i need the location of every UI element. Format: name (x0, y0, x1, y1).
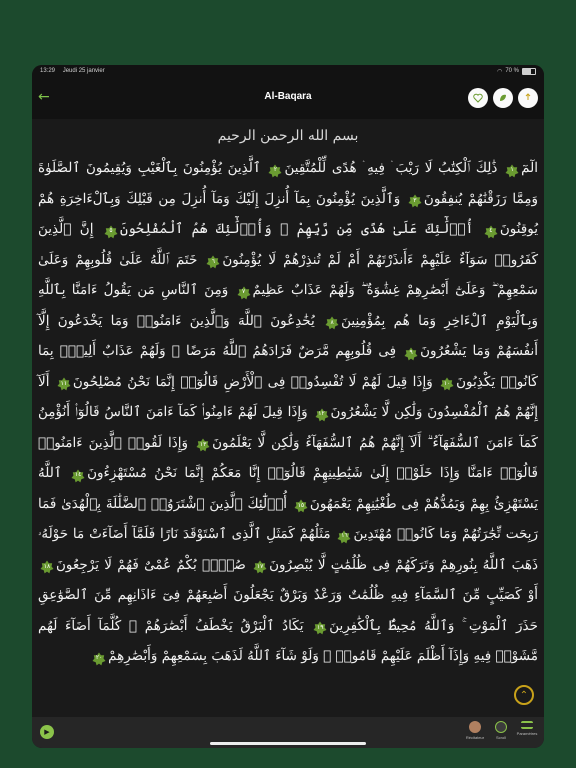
verse-number-marker (71, 469, 85, 483)
verse-number-marker (325, 316, 339, 330)
verse-number: ١٧ (256, 562, 264, 570)
verse-number-marker (315, 408, 329, 422)
quran-text-area[interactable] (32, 119, 544, 717)
verse-number-marker (294, 499, 308, 513)
verse-text[interactable]: الٓمٓ (521, 160, 538, 176)
verse-text[interactable]: أَوْ كَصَيِّبٍ مِّنَ ٱلسَّمَآءِ فِيهِ ظُلُمَٰتٌ وَرَعْدٌ وَبَرْقٌ يَجْعَلُونَ أَصَٰبِعَهُمْ فِىٓ ءَاذَانِهِم مِّنَ ٱلصَّوَٰعِقِ حَذَرَ ٱلْمَوْتِ ۚ وَٱللَّهُ مُحِيطٌۢ بِٱلْكَٰفِرِينَ (38, 587, 538, 634)
verse-text[interactable]: وَإِذَا لَقُوا۟ ٱلَّذِينَ ءَامَنُوا۟ قَالُوٓا۟ ءَامَنَّا وَإِذَا خَلَوْا۟ إِلَىٰ شَيَٰطِينِهِمْ قَالُوٓا۟ إِنَّا مَعَكُمْ إِنَّمَا نَحْنُ مُسْتَهْزِءُونَ (38, 434, 538, 481)
share-icon (523, 93, 533, 103)
verse-text[interactable]: أُو۟لَٰٓئِكَ عَلَىٰ هُدًى مِّن رَّبِّهِمْ ۖ وَأُو۟لَٰٓئِكَ هُمُ ٱلْمُفْلِحُونَ (119, 221, 474, 237)
verse-number: ٣ (413, 196, 417, 204)
back-arrow-icon[interactable]: ← (38, 89, 50, 105)
scroll-up-button[interactable] (514, 685, 534, 705)
wifi-icon: ◠ (497, 68, 503, 75)
verse-number: ٢٠ (95, 654, 103, 662)
verse-number: ١٠ (443, 379, 451, 387)
verse-text[interactable]: يَكَادُ ٱلْبَرْقُ يَخْطَفُ أَبْصَٰرَهُمْ ۖ كُلَّمَآ أَضَآءَ لَهُم مَّشَوْا۟ فِيهِ وَإِذَآ أَظْلَمَ عَلَيْهِمْ قَامُوا۟ ۚ وَلَوْ شَآءَ ٱللَّهُ لَذَهَبَ بِسَمْعِهِمْ وَأَبْصَٰرِهِمْ (38, 617, 538, 664)
verse-number-marker (40, 560, 54, 574)
verse-number: ٦ (211, 257, 216, 265)
basmala: بسم الله الرحمن الرحيم (217, 128, 359, 144)
verse-number: ٥ (109, 227, 113, 235)
verse-text[interactable]: وَإِذَا قِيلَ لَهُمْ لَا تُفْسِدُوا۟ فِى ٱلْأَرْضِ قَالُوٓا۟ إِنَّمَا نَحْنُ مُصْلِحُونَ (72, 373, 433, 390)
favorite-button[interactable] (468, 88, 488, 108)
verse-number-marker (313, 621, 327, 635)
home-indicator (210, 742, 366, 745)
verse-text[interactable]: خَتَمَ ٱللَّهُ عَلَىٰ قُلُوبِهِمْ وَعَلَىٰ سَمْعِهِمْ ۖ وَعَلَىٰٓ أَبْصَٰرِهِمْ غِشَٰوَةٌ ۖ وَلَهُمْ عَذَابٌ عَظِيمٌ (38, 251, 538, 298)
play-button[interactable] (40, 725, 54, 739)
heart-icon (473, 93, 483, 103)
battery-icon (522, 68, 536, 75)
verse-number-marker (237, 286, 251, 300)
verse-number: ٩ (409, 349, 413, 357)
verse-text[interactable]: صُمٌّۢ بُكْمٌ عُمْىٌ فَهُمْ لَا يَرْجِعُونَ (56, 556, 246, 573)
verse-number-marker (404, 347, 418, 361)
verse-text[interactable]: وَٱلَّذِينَ يُؤْمِنُونَ بِمَآ أُنزِلَ إِلَيْكَ وَمَآ أُنزِلَ مِن قَبْلِكَ وَبِٱلْءَاخِرَةِ هُمْ يُوقِنُونَ (38, 190, 538, 237)
tab-scroll[interactable] (488, 721, 514, 740)
status-time: 13:29 (40, 68, 56, 74)
verse-number-marker (268, 164, 282, 178)
verse-number: ١٨ (43, 562, 51, 570)
tab-settings-label: Paramètres (516, 731, 538, 736)
verse-text[interactable]: وَإِذَا قِيلَ لَهُمْ ءَامِنُوا۟ كَمَآ ءَامَنَ ٱلنَّاسُ قَالُوٓا۟ أَنُؤْمِنُ كَمَآ ءَامَنَ ٱلسُّفَهَآءُ ۗ أَلَآ إِنَّهُمْ هُمُ ٱلسُّفَهَآءُ وَلَٰكِن لَّا يَعْلَمُونَ (38, 404, 538, 451)
share-button[interactable] (518, 88, 538, 108)
verse-number: ٨ (330, 318, 334, 326)
verse-number: ١٥ (297, 501, 305, 509)
tab-settings[interactable] (514, 721, 540, 736)
verse-text[interactable]: وَمِنَ ٱلنَّاسِ مَن يَقُولُ ءَامَنَّا بِٱللَّهِ وَبِٱلْيَوْمِ ٱلْءَاخِرِ وَمَا هُم بِمُؤْمِنِينَ (38, 282, 538, 329)
verse-text[interactable]: يُخَٰدِعُونَ ٱللَّهَ وَٱلَّذِينَ ءَامَنُوا۟ وَمَا يَخْدَعُونَ إِلَّآ أَنفُسَهُمْ وَمَا يَشْعُرُونَ (38, 312, 538, 359)
verse-number: ١٤ (74, 471, 82, 479)
page-title: Al-Baqara (264, 91, 312, 102)
app-window (32, 65, 544, 748)
verse-text[interactable]: إِنَّ ٱلَّذِينَ كَفَرُوا۟ سَوَآءٌ عَلَيْهِمْ ءَأَنذَرْتَهُمْ أَمْ لَمْ تُنذِرْهُمْ لَا يُؤْمِنُونَ (38, 221, 538, 268)
verse-number-marker (505, 164, 519, 178)
verse-text[interactable]: ذَٰلِكَ ٱلْكِتَٰبُ لَا رَيْبَ ۛ فِيهِ ۛ هُدًى لِّلْمُتَّقِينَ (284, 160, 498, 176)
scroll-icon (495, 721, 507, 733)
verse-text[interactable]: ٱلَّذِينَ يُؤْمِنُونَ بِٱلْغَيْبِ وَيُقِيمُونَ ٱلصَّلَوٰةَ وَمِمَّا رَزَقْنَٰهُمْ يُنفِقُونَ (38, 160, 538, 207)
bookmark-leaf-icon (498, 93, 508, 103)
verse-number: ١٢ (318, 410, 325, 418)
verse-number: ١٩ (316, 623, 324, 631)
verse-text[interactable]: مَثَلُهُمْ كَمَثَلِ ٱلَّذِى ٱسْتَوْقَدَ نَارًا فَلَمَّآ أَضَآءَتْ مَا حَوْلَهُۥ ذَهَبَ ٱللَّهُ بِنُورِهِمْ وَتَرَكَهُمْ فِى ظُلُمَٰتٍ لَّا يُبْصِرُونَ (38, 526, 539, 573)
verse-number-marker (196, 438, 210, 452)
battery-percent: 70 % (505, 68, 519, 74)
verse-number-marker (408, 194, 422, 208)
sliders-icon (521, 721, 533, 729)
verse-text[interactable]: فِى قُلُوبِهِم مَّرَضٌ فَزَادَهُمُ ٱللَّهُ مَرَضًا ۖ وَلَهُمْ عَذَابٌ أَلِيمٌۢ بِمَا كَانُوا۟ يَكْذِبُونَ (38, 343, 538, 390)
verse-number-marker (337, 530, 351, 544)
verse-number-marker (440, 377, 454, 391)
verse-number: ١ (510, 166, 514, 174)
verse-text[interactable]: ٱللَّهُ يَسْتَهْزِئُ بِهِمْ وَيَمُدُّهُمْ فِى طُغْيَٰنِهِمْ يَعْمَهُونَ (38, 465, 538, 512)
tab-scroll-label: Scroll (495, 735, 506, 740)
verse-list (32, 153, 544, 672)
verse-number: ٤ (489, 227, 493, 235)
verse-number-marker (206, 255, 220, 269)
verse-number-marker (92, 652, 106, 666)
chevron-up-icon: ⌃ (519, 689, 529, 701)
verse-number: ٢ (273, 166, 278, 174)
verse-number: ١١ (60, 379, 68, 387)
verse-number-marker (104, 225, 118, 239)
verse-text[interactable]: أَلَآ إِنَّهُمْ هُمُ ٱلْمُفْسِدُونَ وَلَٰكِن لَّا يَشْعُرُونَ (38, 373, 538, 420)
bookmark-button[interactable] (493, 88, 513, 108)
verse-number: ١٣ (199, 440, 207, 448)
verse-number-marker (57, 377, 71, 391)
verse-number: ٧ (241, 288, 246, 296)
navigation-bar (32, 77, 544, 119)
reciter-avatar-icon (469, 721, 481, 733)
verse-number-marker (253, 560, 267, 574)
tab-reciter[interactable] (462, 721, 488, 740)
verse-number: ١٦ (341, 532, 348, 540)
play-icon: ▶ (44, 728, 50, 736)
status-date: Jeudi 25 janvier (62, 68, 105, 74)
status-bar (32, 65, 544, 77)
verse-number-marker (484, 225, 498, 239)
verse-text[interactable]: أُو۟لَٰٓئِكَ ٱلَّذِينَ ٱشْتَرَوُا۟ ٱلضَّلَٰلَةَ بِٱلْهُدَىٰ فَمَا رَبِحَت تِّجَٰرَتُهُمْ وَمَا كَانُوا۟ مُهْتَدِينَ (38, 495, 538, 542)
tab-reciter-label: Récitateur (465, 735, 485, 740)
